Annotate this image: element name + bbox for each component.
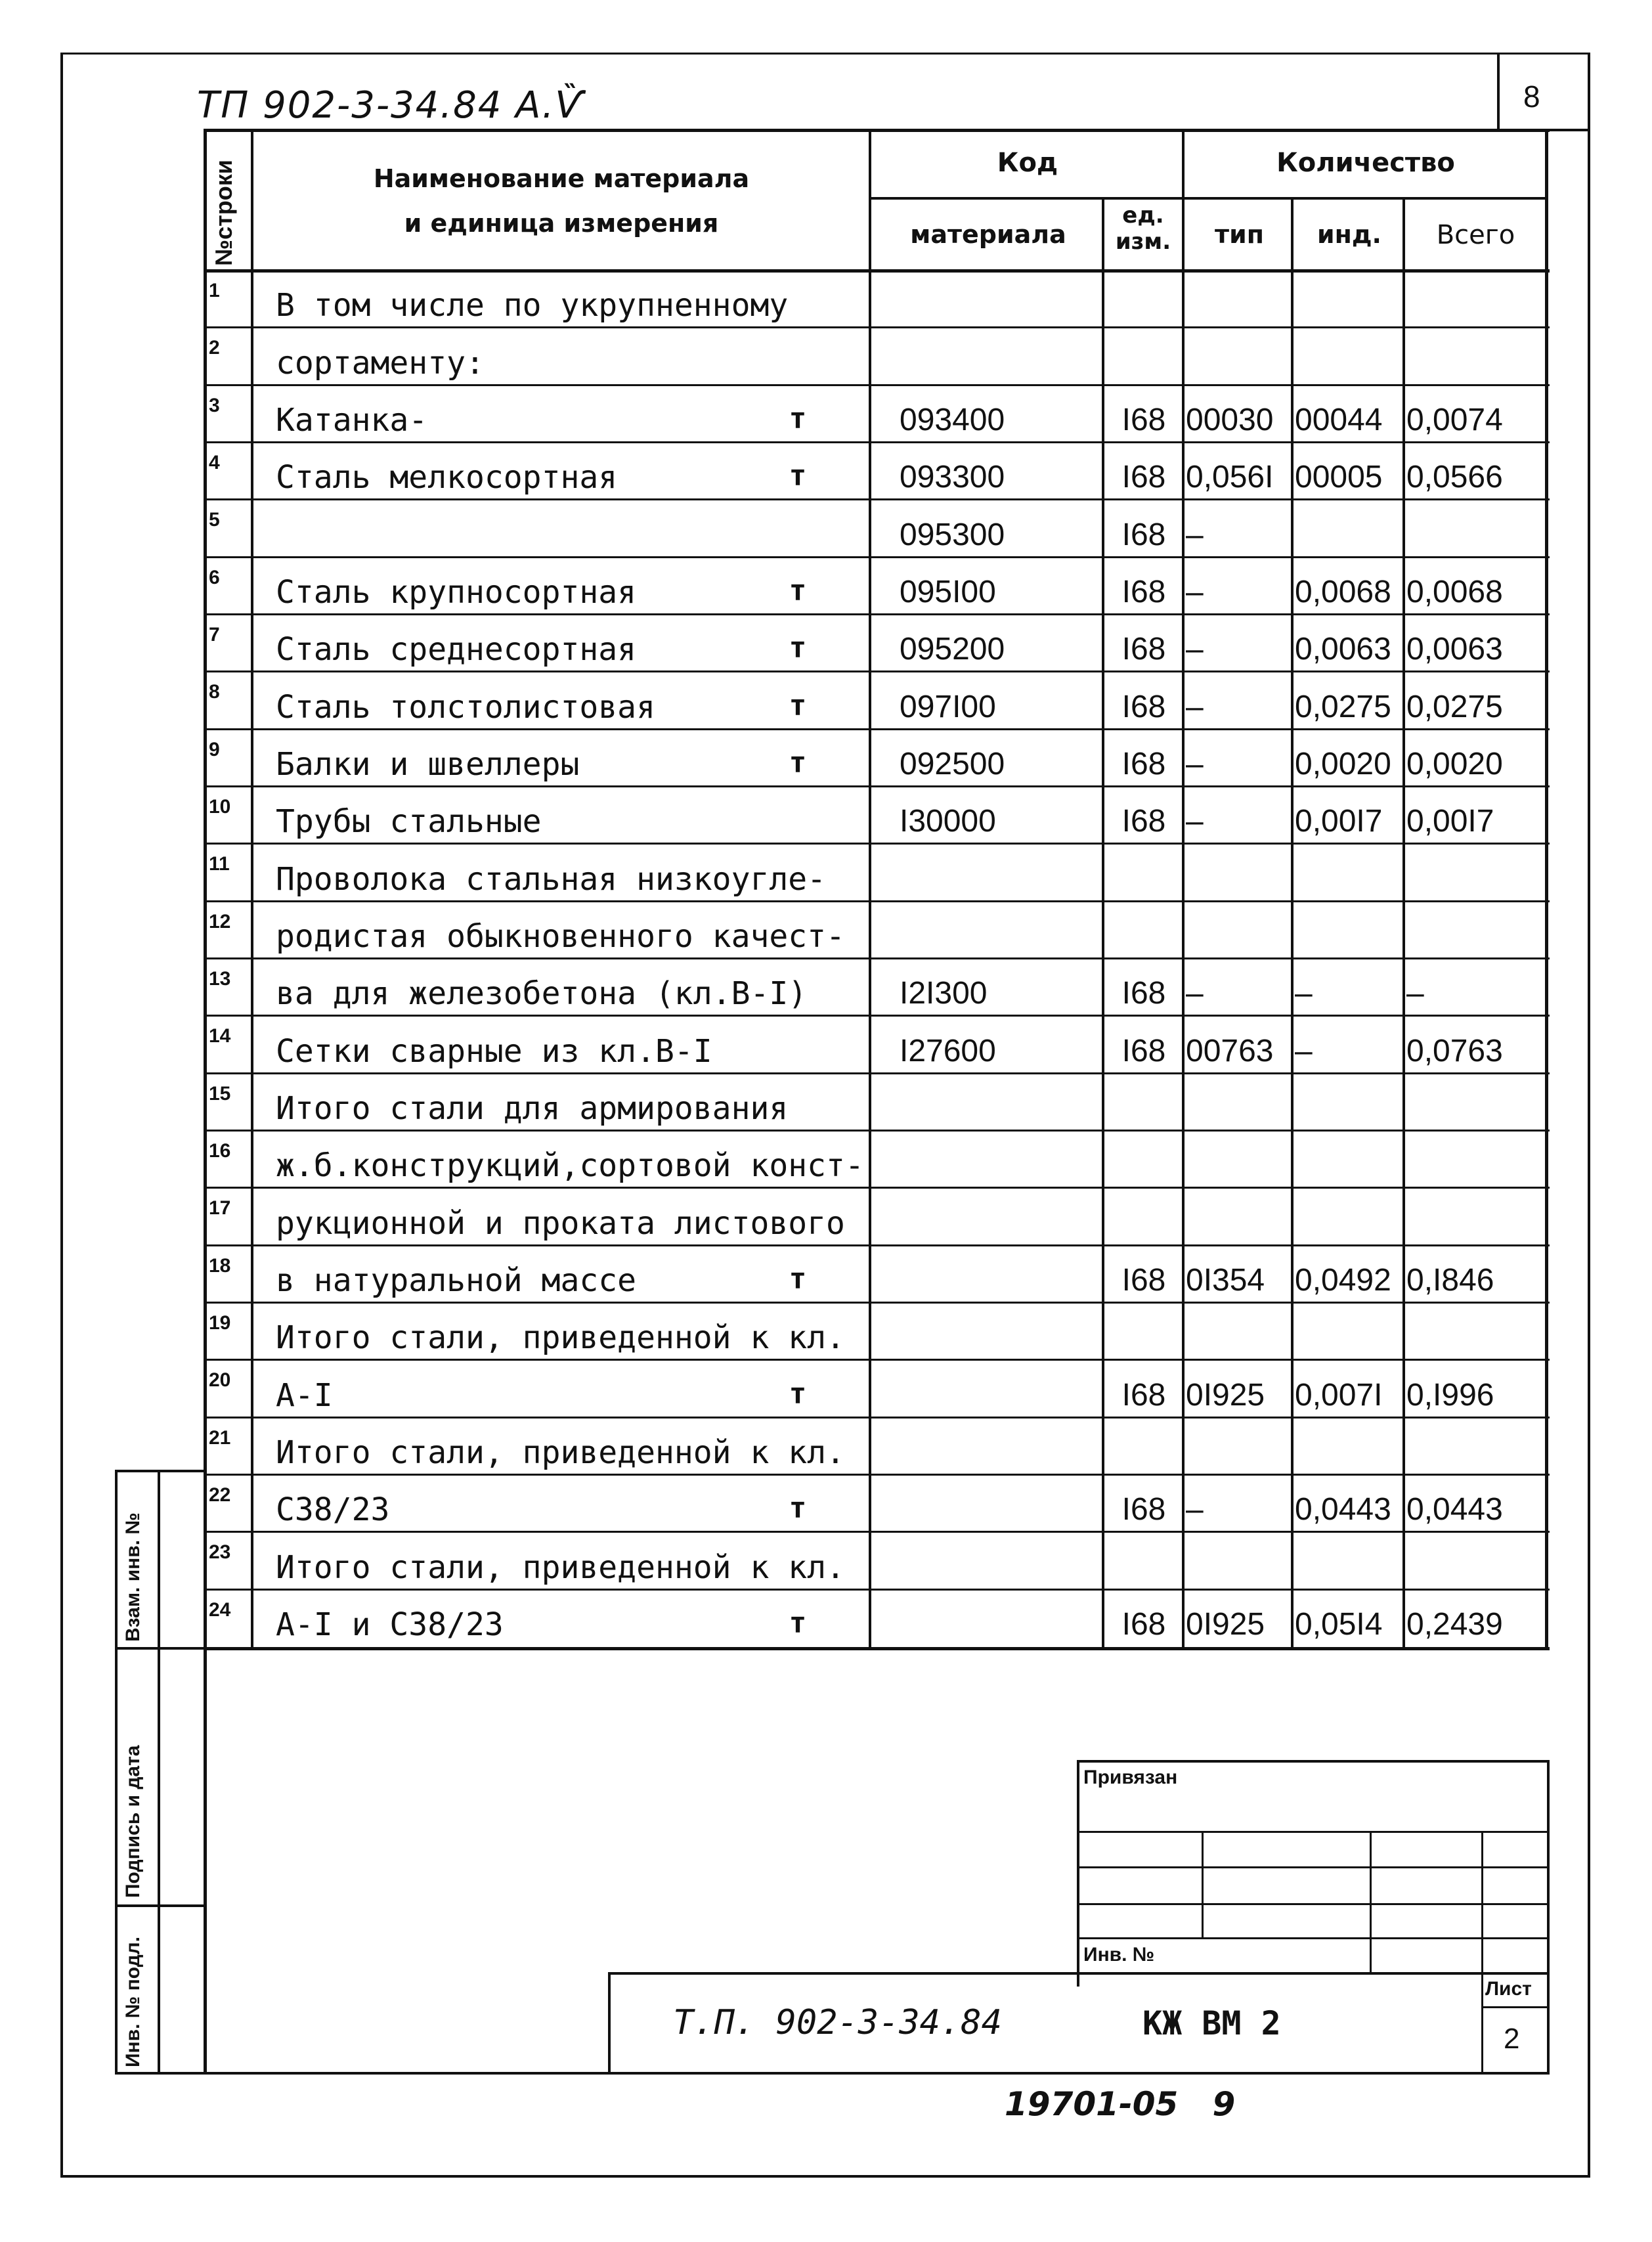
cell-ind: – [1295,976,1313,1011]
cell-typ: 0I925 [1186,1607,1265,1642]
row-divider [204,728,1550,730]
cell-code: 092500 [900,747,1005,781]
cell-n: 1 [209,280,220,301]
cell-ind: 00044 [1295,403,1383,437]
cell-name: родистая обыкновенного качест- [276,918,845,955]
cell-unit: т [789,688,807,722]
cell-typ: – [1186,689,1204,724]
cell-typ: – [1186,976,1204,1011]
cell-total: 0,I996 [1406,1377,1494,1413]
cell-n: 11 [209,853,230,875]
cell-code: I27600 [900,1033,996,1068]
row-divider [204,1244,1550,1246]
row-divider [204,785,1550,787]
row-divider [204,1130,1550,1132]
cell-n: 9 [209,738,220,760]
frame-right [1588,53,1590,2177]
cell-code: 095300 [900,517,1005,552]
cell-code: 097I00 [900,689,996,724]
cell-name: ж.б.конструкций,сортовой конст- [276,1147,864,1185]
row-divider [204,670,1550,672]
cell-ed: I68 [1121,689,1166,724]
header-name-line1: Наименование материала [373,164,750,193]
row-divider [204,1302,1550,1304]
cell-ed: I68 [1121,1377,1166,1413]
cell-total: 0,0020 [1406,747,1503,781]
sheet-value: 2 [1504,2023,1520,2055]
cell-unit: т [789,1376,807,1411]
row-divider [204,556,1550,558]
cell-name: Итого стали, приведенной к кл. [276,1319,845,1357]
cell-total: – [1406,976,1424,1011]
cell-name: Итого стали для армирования [276,1090,789,1127]
cell-n: 10 [209,796,231,818]
cell-total: 0,I846 [1406,1263,1494,1298]
cell-ed: I68 [1121,1033,1166,1068]
margin-vzam: Взам. инв. № [122,1512,144,1642]
cell-name: А-I [276,1376,333,1414]
cell-unit: т [789,1491,807,1526]
cell-ind: 0,0020 [1295,747,1391,781]
cell-total: 0,0566 [1406,460,1503,495]
cell-ed: I68 [1121,460,1166,495]
cell-total: 0,0068 [1406,575,1503,609]
cell-unit: т [789,574,807,607]
cell-name: сортаменту: [276,344,485,382]
cell-name: Сталь мелкосортная [276,459,618,496]
frame-bottom [60,2175,1590,2178]
doc-code-header: ТП 902-3-34.84 А.Ѷ [197,84,586,127]
stamp-mark: КЖ ВМ 2 [1142,2004,1281,2042]
cell-ed: I68 [1121,1492,1166,1528]
cell-total: 0,2439 [1406,1607,1503,1642]
cell-name: Сталь крупносортная [276,574,637,611]
cell-typ: – [1186,747,1204,781]
cell-typ: – [1186,632,1204,667]
cell-total: 0,0063 [1406,632,1503,667]
row-divider [204,1531,1550,1533]
cell-ind: 0,007I [1295,1377,1383,1413]
cell-unit: т [789,1606,807,1640]
header-unit-1: ед. [1122,202,1164,229]
header-ind: инд. [1316,220,1381,249]
margin-inv-podl: Инв. № подл. [122,1936,144,2067]
cell-typ: – [1186,1492,1204,1528]
cell-code: I2I300 [900,976,988,1011]
cell-n: 23 [209,1541,231,1564]
cell-ind: 0,00I7 [1295,804,1383,839]
cell-code: I30000 [900,804,996,839]
inv-no-label: Инв. № [1083,1944,1155,1966]
cell-name: А-I и С38/23 [276,1606,504,1643]
cell-unit: т [789,459,807,493]
header-row-number: №строки [210,160,237,266]
row-divider [204,384,1550,386]
frame-left [60,53,63,2177]
cell-ind: 0,0068 [1295,575,1391,609]
cell-n: 15 [209,1082,231,1105]
row-divider [204,1072,1550,1074]
header-code: Код [997,148,1058,178]
cell-ind: 0,0063 [1295,632,1391,667]
cell-n: 19 [209,1312,231,1334]
cell-code: 093300 [900,460,1005,495]
row-divider [204,1417,1550,1418]
cell-typ: 00763 [1186,1033,1274,1068]
cell-n: 16 [209,1140,231,1162]
cell-total: 0,0275 [1406,689,1503,724]
header-material: материала [910,220,1066,249]
cell-total: 0,0763 [1406,1033,1503,1068]
cell-unit: т [789,631,807,665]
cell-typ: – [1186,575,1204,609]
row-divider [204,326,1550,328]
row-divider [204,1589,1550,1591]
row-divider [204,441,1550,443]
footer-note: 19701-05 9 [1005,2085,1236,2123]
cell-code: 095I00 [900,575,996,609]
cell-n: 24 [209,1598,231,1621]
cell-name: Итого стали, приведенной к кл. [276,1434,845,1471]
cell-total: 0,0074 [1406,403,1503,437]
cell-ind: 00005 [1295,460,1383,495]
cell-ed: I68 [1121,804,1166,839]
sheet-label: Лист [1485,1978,1532,2000]
cell-ed: I68 [1121,747,1166,781]
cell-n: 2 [209,337,220,359]
cell-ed: I68 [1121,1607,1166,1642]
cell-name: рукционной и проката листового [276,1204,845,1242]
cell-typ: 0,056I [1186,460,1274,495]
row-divider [204,900,1550,902]
cell-unit: т [789,746,807,780]
cell-name: Сталь среднесортная [276,631,637,669]
header-quantity: Количество [1276,148,1455,178]
cell-ed: I68 [1121,403,1166,437]
row-divider [204,1015,1550,1017]
cell-name: Балки и швеллеры [276,746,580,783]
cell-ind: 0,0275 [1295,689,1391,724]
cell-name: Итого стали, приведенной к кл. [276,1549,845,1586]
cell-n: 5 [209,509,220,531]
stamp-doc-code: Т.П. 902-3-34.84 [673,2003,1002,2042]
cell-typ: – [1186,804,1204,839]
cell-ed: I68 [1121,1263,1166,1298]
cell-name: С38/23 [276,1491,390,1529]
cell-name: В том числе по укрупненному [276,287,789,324]
attached-label: Привязан [1083,1767,1178,1788]
page-number: 8 [1523,79,1540,114]
margin-podpis: Подпись и дата [122,1745,144,1898]
cell-name: Катанка- [276,402,428,439]
header-total: Всего [1436,220,1515,250]
header-typ: тип [1215,220,1264,249]
header-name-line2: и единица измерения [404,209,719,238]
cell-ind: 0,0492 [1295,1263,1391,1298]
cell-ind: 0,0443 [1295,1492,1391,1528]
cell-name: Сталь толстолистовая [276,688,655,726]
cell-ed: I68 [1121,632,1166,667]
cell-n: 8 [209,681,220,703]
cell-name: в натуральной массе [276,1262,637,1299]
cell-ed: I68 [1121,976,1166,1011]
cell-name: Проволока стальная низкоугле- [276,860,827,898]
cell-n: 6 [209,566,220,588]
cell-ind: – [1295,1033,1313,1068]
cell-n: 22 [209,1484,231,1506]
cell-ed: I68 [1121,575,1166,609]
frame-top [60,53,1590,55]
cell-n: 18 [209,1254,231,1277]
cell-total: 0,0443 [1406,1492,1503,1528]
cell-typ: – [1186,517,1204,552]
cell-n: 3 [209,394,220,416]
cell-name: Сетки сварные из кл.В-I [276,1032,712,1070]
cell-total: 0,00I7 [1406,804,1494,839]
cell-n: 4 [209,452,220,473]
row-divider [204,843,1550,845]
cell-n: 20 [209,1369,231,1392]
cell-name: Трубы стальные [276,803,542,841]
cell-unit: т [789,1262,807,1296]
row-divider [204,957,1550,959]
cell-ed: I68 [1121,517,1166,552]
row-divider [204,1474,1550,1476]
row-divider [204,1187,1550,1189]
cell-n: 13 [209,968,231,990]
cell-n: 17 [209,1197,231,1220]
header-unit-2: изм. [1115,229,1171,255]
cell-unit: т [789,402,807,435]
cell-typ: 0I354 [1186,1263,1265,1298]
cell-name: ва для железобетона (кл.В-I) [276,975,808,1013]
row-divider [204,498,1550,500]
cell-typ: 0I925 [1186,1377,1265,1413]
cell-typ: 00030 [1186,403,1274,437]
cell-n: 14 [209,1025,231,1047]
cell-n: 7 [209,624,220,646]
cell-code: 093400 [900,403,1005,437]
cell-n: 12 [209,910,231,933]
cell-code: 095200 [900,632,1005,667]
row-divider [204,613,1550,615]
cell-ind: 0,05I4 [1295,1607,1383,1642]
row-divider [204,1359,1550,1361]
cell-n: 21 [209,1426,231,1449]
